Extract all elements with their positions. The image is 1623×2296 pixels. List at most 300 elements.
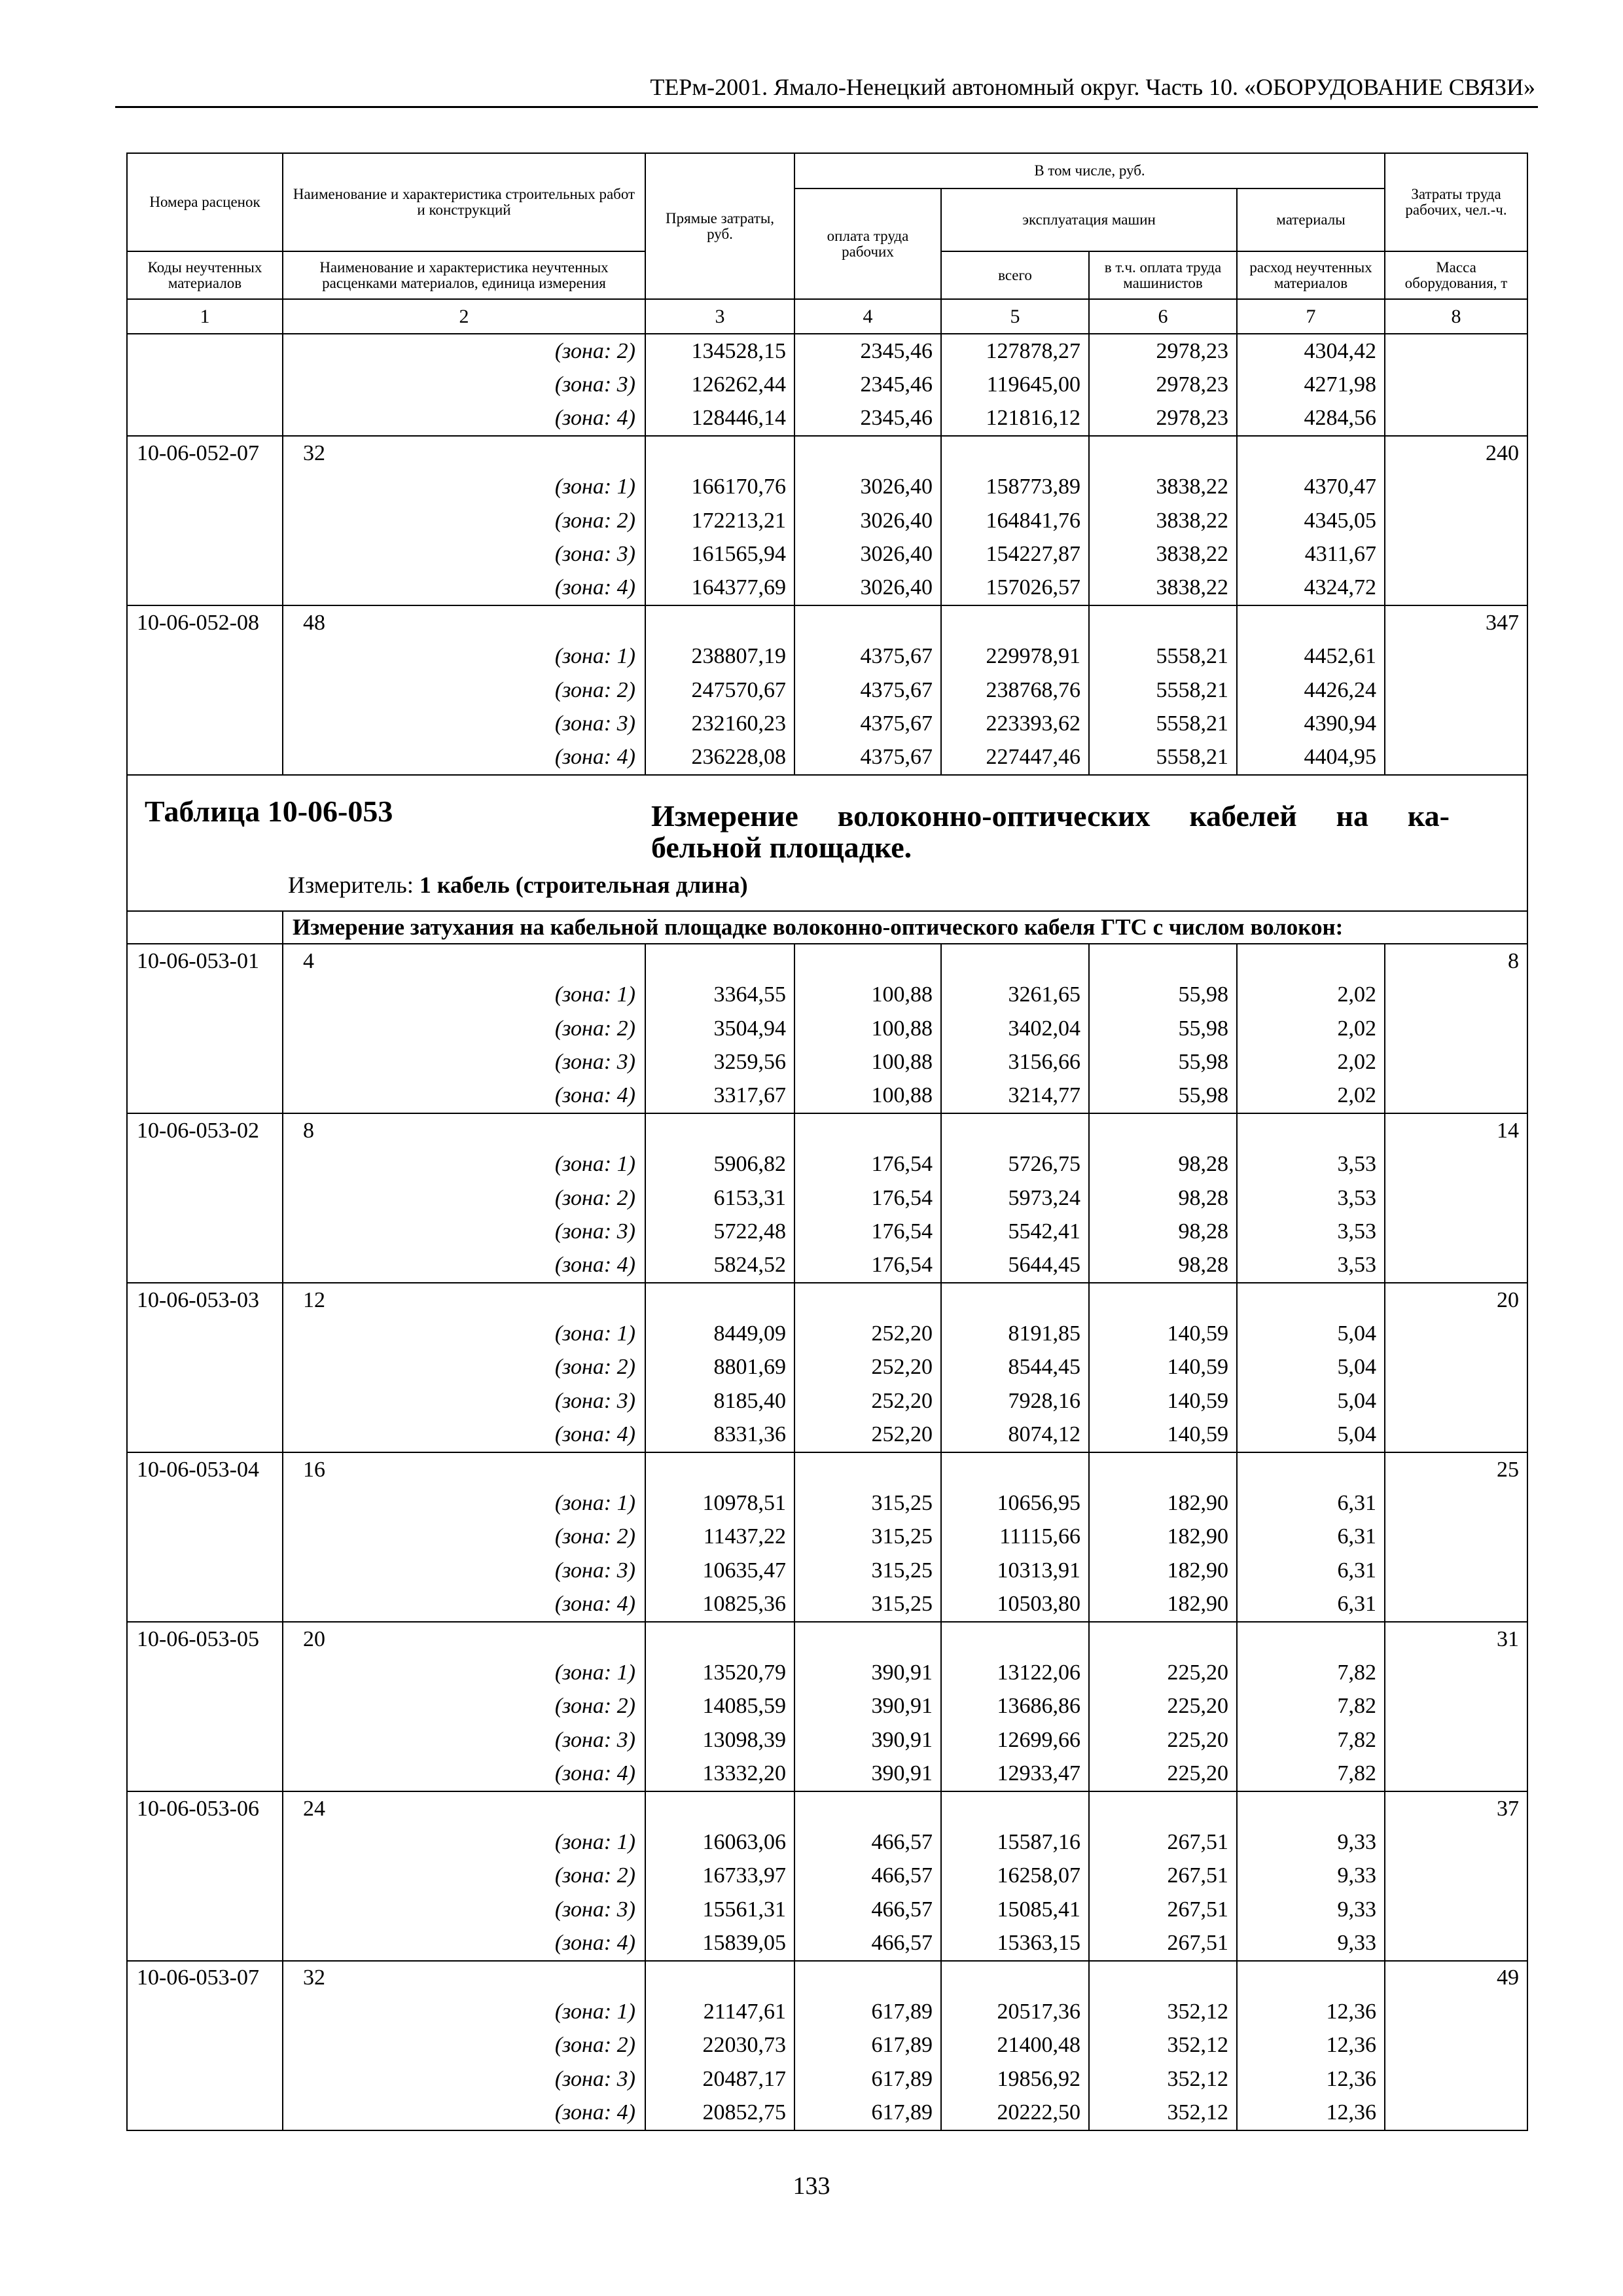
cell-code-empty bbox=[127, 334, 283, 368]
cell-code-empty bbox=[127, 1147, 283, 1181]
table-row bbox=[127, 2062, 1527, 2096]
cell-c6: 55,98 bbox=[1089, 978, 1237, 1011]
cell-c3: 8449,09 bbox=[645, 1317, 794, 1350]
table-row bbox=[127, 1079, 1527, 1113]
cell-c7: 9,33 bbox=[1237, 1859, 1385, 1893]
cell-code-empty bbox=[127, 368, 283, 401]
cell-c7: 2,02 bbox=[1237, 1079, 1385, 1113]
cell-c4: 466,57 bbox=[794, 1893, 941, 1926]
cell-c4: 2345,46 bbox=[794, 368, 941, 401]
cell-c5: 11115,66 bbox=[941, 1520, 1089, 1554]
cell-c6: 267,51 bbox=[1089, 1926, 1237, 1960]
cell-c6: 140,59 bbox=[1089, 1384, 1237, 1418]
cell-c6: 225,20 bbox=[1089, 1656, 1237, 1689]
table-row bbox=[127, 1012, 1527, 1045]
cell-c7: 7,82 bbox=[1237, 1757, 1385, 1791]
table-row bbox=[127, 1520, 1527, 1554]
cell-empty bbox=[1237, 944, 1385, 978]
cell-code-empty bbox=[127, 2096, 283, 2130]
cell-c5: 15587,16 bbox=[941, 1825, 1089, 1859]
table-row bbox=[127, 504, 1527, 537]
cell-empty bbox=[645, 1791, 794, 1825]
cell-zone: (зона: 2) bbox=[283, 1181, 645, 1215]
table-row bbox=[127, 1486, 1527, 1520]
cell-empty bbox=[1237, 1791, 1385, 1825]
cell-c3: 15839,05 bbox=[645, 1926, 794, 1960]
cell-code-empty bbox=[127, 741, 283, 775]
rate-code: 10-06-053-02 bbox=[127, 1113, 283, 1147]
cell-c4: 617,89 bbox=[794, 1995, 941, 2028]
cell-c4: 315,25 bbox=[794, 1486, 941, 1520]
table-row bbox=[127, 1723, 1527, 1757]
cell-c4: 466,57 bbox=[794, 1825, 941, 1859]
cell-empty bbox=[1089, 1113, 1237, 1147]
cell-c6: 98,28 bbox=[1089, 1147, 1237, 1181]
cell-c3: 13332,20 bbox=[645, 1757, 794, 1791]
table-row bbox=[127, 1384, 1527, 1418]
cell-mass-empty bbox=[1385, 1859, 1527, 1893]
cell-zone: (зона: 3) bbox=[283, 537, 645, 571]
cell-c4: 315,25 bbox=[794, 1588, 941, 1622]
cell-empty bbox=[645, 1452, 794, 1486]
cell-c5: 3402,04 bbox=[941, 1012, 1089, 1045]
cell-c3: 11437,22 bbox=[645, 1520, 794, 1554]
rate-labor-costs: 14 bbox=[1385, 1113, 1527, 1147]
table-row bbox=[127, 1893, 1527, 1926]
cell-c5: 21400,48 bbox=[941, 2029, 1089, 2062]
header-rate-numbers: Номера расценок bbox=[127, 153, 283, 251]
header-labor-costs: Затраты труда рабочих, чел.-ч. bbox=[1385, 153, 1527, 251]
cell-zone: (зона: 3) bbox=[283, 368, 645, 401]
cell-c7: 6,31 bbox=[1237, 1588, 1385, 1622]
cell-c6: 267,51 bbox=[1089, 1893, 1237, 1926]
cell-zone: (зона: 3) bbox=[283, 1893, 645, 1926]
cell-c3: 126262,44 bbox=[645, 368, 794, 401]
cell-code-empty bbox=[127, 1418, 283, 1452]
cell-c6: 5558,21 bbox=[1089, 640, 1237, 673]
cell-zone: (зона: 2) bbox=[283, 2029, 645, 2062]
cell-c5: 12933,47 bbox=[941, 1757, 1089, 1791]
header-material-consumption: расход неучтенных материалов bbox=[1237, 251, 1385, 299]
cell-empty bbox=[645, 1283, 794, 1317]
cell-zone: (зона: 2) bbox=[283, 1351, 645, 1384]
cell-zone: (зона: 1) bbox=[283, 1656, 645, 1689]
cell-c5: 5542,41 bbox=[941, 1215, 1089, 1248]
cell-zone: (зона: 1) bbox=[283, 471, 645, 504]
cell-mass-empty bbox=[1385, 1554, 1527, 1587]
table-row bbox=[127, 1418, 1527, 1452]
rate-labor-costs: 20 bbox=[1385, 1283, 1527, 1317]
cell-empty bbox=[941, 1791, 1089, 1825]
cell-zone: (зона: 4) bbox=[283, 1418, 645, 1452]
cell-zone: (зона: 4) bbox=[283, 1079, 645, 1113]
cell-c7: 4311,67 bbox=[1237, 537, 1385, 571]
cell-empty bbox=[794, 605, 941, 639]
cell-zone: (зона: 3) bbox=[283, 1384, 645, 1418]
cell-empty bbox=[794, 1283, 941, 1317]
cell-c4: 2345,46 bbox=[794, 402, 941, 436]
cell-c3: 20487,17 bbox=[645, 2062, 794, 2096]
cell-empty bbox=[941, 944, 1089, 978]
cell-empty bbox=[941, 1283, 1089, 1317]
cell-c7: 2,02 bbox=[1237, 1045, 1385, 1079]
rate-spec: 8 bbox=[283, 1113, 645, 1147]
cell-c5: 16258,07 bbox=[941, 1859, 1089, 1893]
cell-code-empty bbox=[127, 471, 283, 504]
cell-mass-empty bbox=[1385, 2062, 1527, 2096]
cell-c6: 182,90 bbox=[1089, 1520, 1237, 1554]
cell-mass-empty bbox=[1385, 1012, 1527, 1045]
rate-code: 10-06-053-04 bbox=[127, 1452, 283, 1486]
header-machinist-pay: в т.ч. оплата труда машинистов bbox=[1089, 251, 1237, 299]
cell-c7: 3,53 bbox=[1237, 1215, 1385, 1248]
cell-c4: 315,25 bbox=[794, 1554, 941, 1587]
cell-zone: (зона: 3) bbox=[283, 707, 645, 740]
cell-empty bbox=[645, 944, 794, 978]
cell-c3: 20852,75 bbox=[645, 2096, 794, 2130]
cell-c4: 252,20 bbox=[794, 1384, 941, 1418]
table-row bbox=[127, 368, 1527, 401]
cell-c7: 7,82 bbox=[1237, 1690, 1385, 1723]
cell-mass-empty bbox=[1385, 1926, 1527, 1960]
cell-c7: 4271,98 bbox=[1237, 368, 1385, 401]
cell-empty bbox=[941, 436, 1089, 470]
cell-code-empty bbox=[127, 1656, 283, 1689]
cell-zone: (зона: 4) bbox=[283, 402, 645, 436]
header-num-1: 1 bbox=[127, 299, 283, 334]
cell-code-empty bbox=[127, 1690, 283, 1723]
cell-code-empty bbox=[127, 571, 283, 605]
cell-mass-empty bbox=[1385, 1147, 1527, 1181]
table-row bbox=[127, 1995, 1527, 2028]
cell-c6: 5558,21 bbox=[1089, 673, 1237, 707]
table-row bbox=[127, 471, 1527, 504]
cell-c6: 140,59 bbox=[1089, 1317, 1237, 1350]
cell-zone: (зона: 1) bbox=[283, 1486, 645, 1520]
cell-code-empty bbox=[127, 640, 283, 673]
cell-mass-empty bbox=[1385, 978, 1527, 1011]
cell-c5: 13686,86 bbox=[941, 1690, 1089, 1723]
page-header-text: ТЕРм-2001. Ямало-Ненецкий автономный округ. Часть 10. «ОБОРУДОВАНИЕ СВЯЗИ» bbox=[650, 74, 1535, 100]
cell-empty bbox=[1089, 1791, 1237, 1825]
header-work-name: Наименование и характеристика строительных работ и конструкций bbox=[283, 153, 645, 251]
cell-c5: 3261,65 bbox=[941, 978, 1089, 1011]
cell-c4: 390,91 bbox=[794, 1723, 941, 1757]
cell-c5: 154227,87 bbox=[941, 537, 1089, 571]
cell-c7: 4284,56 bbox=[1237, 402, 1385, 436]
cell-c5: 10656,95 bbox=[941, 1486, 1089, 1520]
cell-c6: 267,51 bbox=[1089, 1825, 1237, 1859]
cell-c7: 12,36 bbox=[1237, 2096, 1385, 2130]
cell-mass-empty bbox=[1385, 402, 1527, 436]
cell-mass-empty bbox=[1385, 2096, 1527, 2130]
cell-c6: 55,98 bbox=[1089, 1012, 1237, 1045]
header-num-4: 4 bbox=[794, 299, 941, 334]
cell-zone: (зона: 3) bbox=[283, 1045, 645, 1079]
cell-c3: 13098,39 bbox=[645, 1723, 794, 1757]
cell-code-empty bbox=[127, 1893, 283, 1926]
cell-c4: 252,20 bbox=[794, 1317, 941, 1350]
cell-c4: 176,54 bbox=[794, 1249, 941, 1283]
cell-c4: 617,89 bbox=[794, 2096, 941, 2130]
cell-c7: 7,82 bbox=[1237, 1656, 1385, 1689]
cell-c4: 176,54 bbox=[794, 1215, 941, 1248]
cell-mass-empty bbox=[1385, 1995, 1527, 2028]
cell-c7: 4404,95 bbox=[1237, 741, 1385, 775]
rate-code: 10-06-052-08 bbox=[127, 605, 283, 639]
rate-spec: 20 bbox=[283, 1622, 645, 1656]
header-num-5: 5 bbox=[941, 299, 1089, 334]
table-caption-line2: бельной площадке. bbox=[651, 831, 912, 865]
rate-labor-costs: 347 bbox=[1385, 605, 1527, 639]
cell-code-empty bbox=[127, 1317, 283, 1350]
cell-code-empty bbox=[127, 1859, 283, 1893]
cell-c5: 8191,85 bbox=[941, 1317, 1089, 1350]
header-direct-costs: Прямые затраты, руб. bbox=[645, 153, 794, 299]
table-row bbox=[127, 1690, 1527, 1723]
cell-empty bbox=[645, 605, 794, 639]
table-row bbox=[127, 537, 1527, 571]
cell-zone: (зона: 2) bbox=[283, 673, 645, 707]
cell-c6: 182,90 bbox=[1089, 1588, 1237, 1622]
rate-code: 10-06-053-01 bbox=[127, 944, 283, 978]
cell-c3: 5824,52 bbox=[645, 1249, 794, 1283]
section-block bbox=[127, 775, 1527, 911]
cell-c7: 6,31 bbox=[1237, 1486, 1385, 1520]
cell-c5: 157026,57 bbox=[941, 571, 1089, 605]
cell-c5: 5644,45 bbox=[941, 1249, 1089, 1283]
cell-c3: 10825,36 bbox=[645, 1588, 794, 1622]
cell-c7: 6,31 bbox=[1237, 1554, 1385, 1587]
cell-c6: 3838,22 bbox=[1089, 537, 1237, 571]
cell-code-empty bbox=[127, 1045, 283, 1079]
cell-c4: 617,89 bbox=[794, 2062, 941, 2096]
cell-c7: 4370,47 bbox=[1237, 471, 1385, 504]
cell-c6: 3838,22 bbox=[1089, 504, 1237, 537]
cell-c6: 140,59 bbox=[1089, 1351, 1237, 1384]
cell-empty bbox=[794, 944, 941, 978]
cell-c5: 3214,77 bbox=[941, 1079, 1089, 1113]
cell-c3: 164377,69 bbox=[645, 571, 794, 605]
cell-empty bbox=[1237, 605, 1385, 639]
table-row bbox=[127, 1656, 1527, 1689]
cell-mass-empty bbox=[1385, 1656, 1527, 1689]
cell-c3: 134528,15 bbox=[645, 334, 794, 368]
cell-c4: 390,91 bbox=[794, 1757, 941, 1791]
cell-mass-empty bbox=[1385, 1486, 1527, 1520]
cell-c3: 14085,59 bbox=[645, 1690, 794, 1723]
cell-c7: 4304,42 bbox=[1237, 334, 1385, 368]
table-title: Таблица 10-06-053 bbox=[145, 795, 393, 829]
header-materials: материалы bbox=[1237, 188, 1385, 251]
rate-code: 10-06-053-06 bbox=[127, 1791, 283, 1825]
cell-c5: 127878,27 bbox=[941, 334, 1089, 368]
cell-c6: 3838,22 bbox=[1089, 471, 1237, 504]
cell-mass-empty bbox=[1385, 1825, 1527, 1859]
table-row bbox=[127, 1859, 1527, 1893]
cell-empty bbox=[1089, 605, 1237, 639]
rate-row bbox=[127, 1452, 1527, 1486]
cell-c3: 21147,61 bbox=[645, 1995, 794, 2028]
cell-c7: 3,53 bbox=[1237, 1181, 1385, 1215]
cell-code-empty bbox=[127, 1757, 283, 1791]
cell-c7: 2,02 bbox=[1237, 1012, 1385, 1045]
rate-row bbox=[127, 1791, 1527, 1825]
cell-code-empty bbox=[127, 1215, 283, 1248]
cell-empty bbox=[941, 605, 1089, 639]
cell-zone: (зона: 4) bbox=[283, 1926, 645, 1960]
rate-labor-costs: 8 bbox=[1385, 944, 1527, 978]
cell-c4: 390,91 bbox=[794, 1690, 941, 1723]
cell-c4: 315,25 bbox=[794, 1520, 941, 1554]
table-row bbox=[127, 673, 1527, 707]
cell-c6: 98,28 bbox=[1089, 1249, 1237, 1283]
cell-c3: 3504,94 bbox=[645, 1012, 794, 1045]
cell-zone: (зона: 2) bbox=[283, 504, 645, 537]
cell-zone: (зона: 2) bbox=[283, 334, 645, 368]
continuation-rows bbox=[127, 334, 1527, 436]
rate-spec: 24 bbox=[283, 1791, 645, 1825]
cell-c7: 2,02 bbox=[1237, 978, 1385, 1011]
cell-c7: 5,04 bbox=[1237, 1317, 1385, 1350]
cell-c5: 15363,15 bbox=[941, 1926, 1089, 1960]
cell-c6: 225,20 bbox=[1089, 1690, 1237, 1723]
rate-row bbox=[127, 436, 1527, 470]
cell-c3: 172213,21 bbox=[645, 504, 794, 537]
table-row bbox=[127, 1588, 1527, 1622]
table-row bbox=[127, 2029, 1527, 2062]
cell-c3: 10978,51 bbox=[645, 1486, 794, 1520]
subheading-spacer bbox=[127, 911, 283, 944]
cell-c5: 5726,75 bbox=[941, 1147, 1089, 1181]
cell-mass-empty bbox=[1385, 741, 1527, 775]
cell-c4: 466,57 bbox=[794, 1926, 941, 1960]
meter-value: 1 кабель (строительная длина) bbox=[419, 872, 748, 899]
rate-spec: 4 bbox=[283, 944, 645, 978]
table-row bbox=[127, 1825, 1527, 1859]
rate-labor-costs: 31 bbox=[1385, 1622, 1527, 1656]
rates-table-wrap bbox=[126, 152, 1527, 2131]
rate-spec: 48 bbox=[283, 605, 645, 639]
cell-empty bbox=[794, 1961, 941, 1995]
cell-c7: 3,53 bbox=[1237, 1249, 1385, 1283]
cell-mass-empty bbox=[1385, 1893, 1527, 1926]
cell-mass-empty bbox=[1385, 1079, 1527, 1113]
rate-labor-costs: 37 bbox=[1385, 1791, 1527, 1825]
cell-zone: (зона: 2) bbox=[283, 1012, 645, 1045]
cell-c6: 352,12 bbox=[1089, 2062, 1237, 2096]
header-material-name: Наименование и характеристика неучтенных расценками материалов, единица измерения bbox=[283, 251, 645, 299]
cell-c5: 229978,91 bbox=[941, 640, 1089, 673]
cell-empty bbox=[1089, 1622, 1237, 1656]
groups-a-rows bbox=[127, 436, 1527, 775]
cell-c4: 100,88 bbox=[794, 1045, 941, 1079]
table-row bbox=[127, 1147, 1527, 1181]
cell-c4: 466,57 bbox=[794, 1859, 941, 1893]
cell-mass-empty bbox=[1385, 368, 1527, 401]
cell-c7: 3,53 bbox=[1237, 1147, 1385, 1181]
cell-zone: (зона: 3) bbox=[283, 1215, 645, 1248]
cell-empty bbox=[941, 1113, 1089, 1147]
table-row bbox=[127, 571, 1527, 605]
table-row bbox=[127, 2096, 1527, 2130]
table-row bbox=[127, 334, 1527, 368]
table-section bbox=[127, 775, 1527, 944]
cell-c4: 3026,40 bbox=[794, 471, 941, 504]
cell-c3: 13520,79 bbox=[645, 1656, 794, 1689]
table-row bbox=[127, 741, 1527, 775]
rate-code: 10-06-052-07 bbox=[127, 436, 283, 470]
cell-c3: 6153,31 bbox=[645, 1181, 794, 1215]
cell-code-empty bbox=[127, 504, 283, 537]
rate-row bbox=[127, 944, 1527, 978]
cell-c5: 15085,41 bbox=[941, 1893, 1089, 1926]
cell-c5: 223393,62 bbox=[941, 707, 1089, 740]
cell-mass-empty bbox=[1385, 1588, 1527, 1622]
table-header bbox=[127, 153, 1527, 334]
cell-c5: 164841,76 bbox=[941, 504, 1089, 537]
table-row bbox=[127, 1351, 1527, 1384]
cell-mass-empty bbox=[1385, 471, 1527, 504]
cell-c6: 225,20 bbox=[1089, 1723, 1237, 1757]
cell-code-empty bbox=[127, 402, 283, 436]
cell-code-empty bbox=[127, 2029, 283, 2062]
page-number: 133 bbox=[793, 2172, 830, 2200]
table-row bbox=[127, 1757, 1527, 1791]
cell-code-empty bbox=[127, 707, 283, 740]
header-num-7: 7 bbox=[1237, 299, 1385, 334]
cell-empty bbox=[1237, 1452, 1385, 1486]
cell-c7: 7,82 bbox=[1237, 1723, 1385, 1757]
cell-c6: 2978,23 bbox=[1089, 334, 1237, 368]
rate-labor-costs: 25 bbox=[1385, 1452, 1527, 1486]
cell-c5: 8074,12 bbox=[941, 1418, 1089, 1452]
cell-c7: 4324,72 bbox=[1237, 571, 1385, 605]
header-material-codes: Коды неучтенных материалов bbox=[127, 251, 283, 299]
table-row bbox=[127, 707, 1527, 740]
cell-code-empty bbox=[127, 1825, 283, 1859]
cell-c4: 390,91 bbox=[794, 1656, 941, 1689]
cell-mass-empty bbox=[1385, 1181, 1527, 1215]
meter-line bbox=[288, 872, 748, 899]
cell-c3: 10635,47 bbox=[645, 1554, 794, 1587]
cell-mass-empty bbox=[1385, 1757, 1527, 1791]
cell-empty bbox=[1237, 1113, 1385, 1147]
cell-c7: 9,33 bbox=[1237, 1926, 1385, 1960]
cell-c5: 10503,80 bbox=[941, 1588, 1089, 1622]
cell-c7: 9,33 bbox=[1237, 1825, 1385, 1859]
cell-c6: 352,12 bbox=[1089, 2029, 1237, 2062]
cell-c3: 3364,55 bbox=[645, 978, 794, 1011]
rate-row bbox=[127, 1622, 1527, 1656]
cell-c6: 2978,23 bbox=[1089, 368, 1237, 401]
cell-c7: 9,33 bbox=[1237, 1893, 1385, 1926]
cell-c6: 2978,23 bbox=[1089, 402, 1237, 436]
cell-c4: 176,54 bbox=[794, 1147, 941, 1181]
cell-c6: 182,90 bbox=[1089, 1554, 1237, 1587]
rate-code: 10-06-053-05 bbox=[127, 1622, 283, 1656]
header-equipment-mass: Масса оборудования, т bbox=[1385, 251, 1527, 299]
cell-c7: 12,36 bbox=[1237, 2062, 1385, 2096]
rate-spec: 32 bbox=[283, 436, 645, 470]
cell-mass-empty bbox=[1385, 1045, 1527, 1079]
cell-zone: (зона: 1) bbox=[283, 1147, 645, 1181]
cell-zone: (зона: 3) bbox=[283, 2062, 645, 2096]
cell-c5: 7928,16 bbox=[941, 1384, 1089, 1418]
cell-empty bbox=[794, 436, 941, 470]
cell-c6: 98,28 bbox=[1089, 1215, 1237, 1248]
cell-c6: 3838,22 bbox=[1089, 571, 1237, 605]
